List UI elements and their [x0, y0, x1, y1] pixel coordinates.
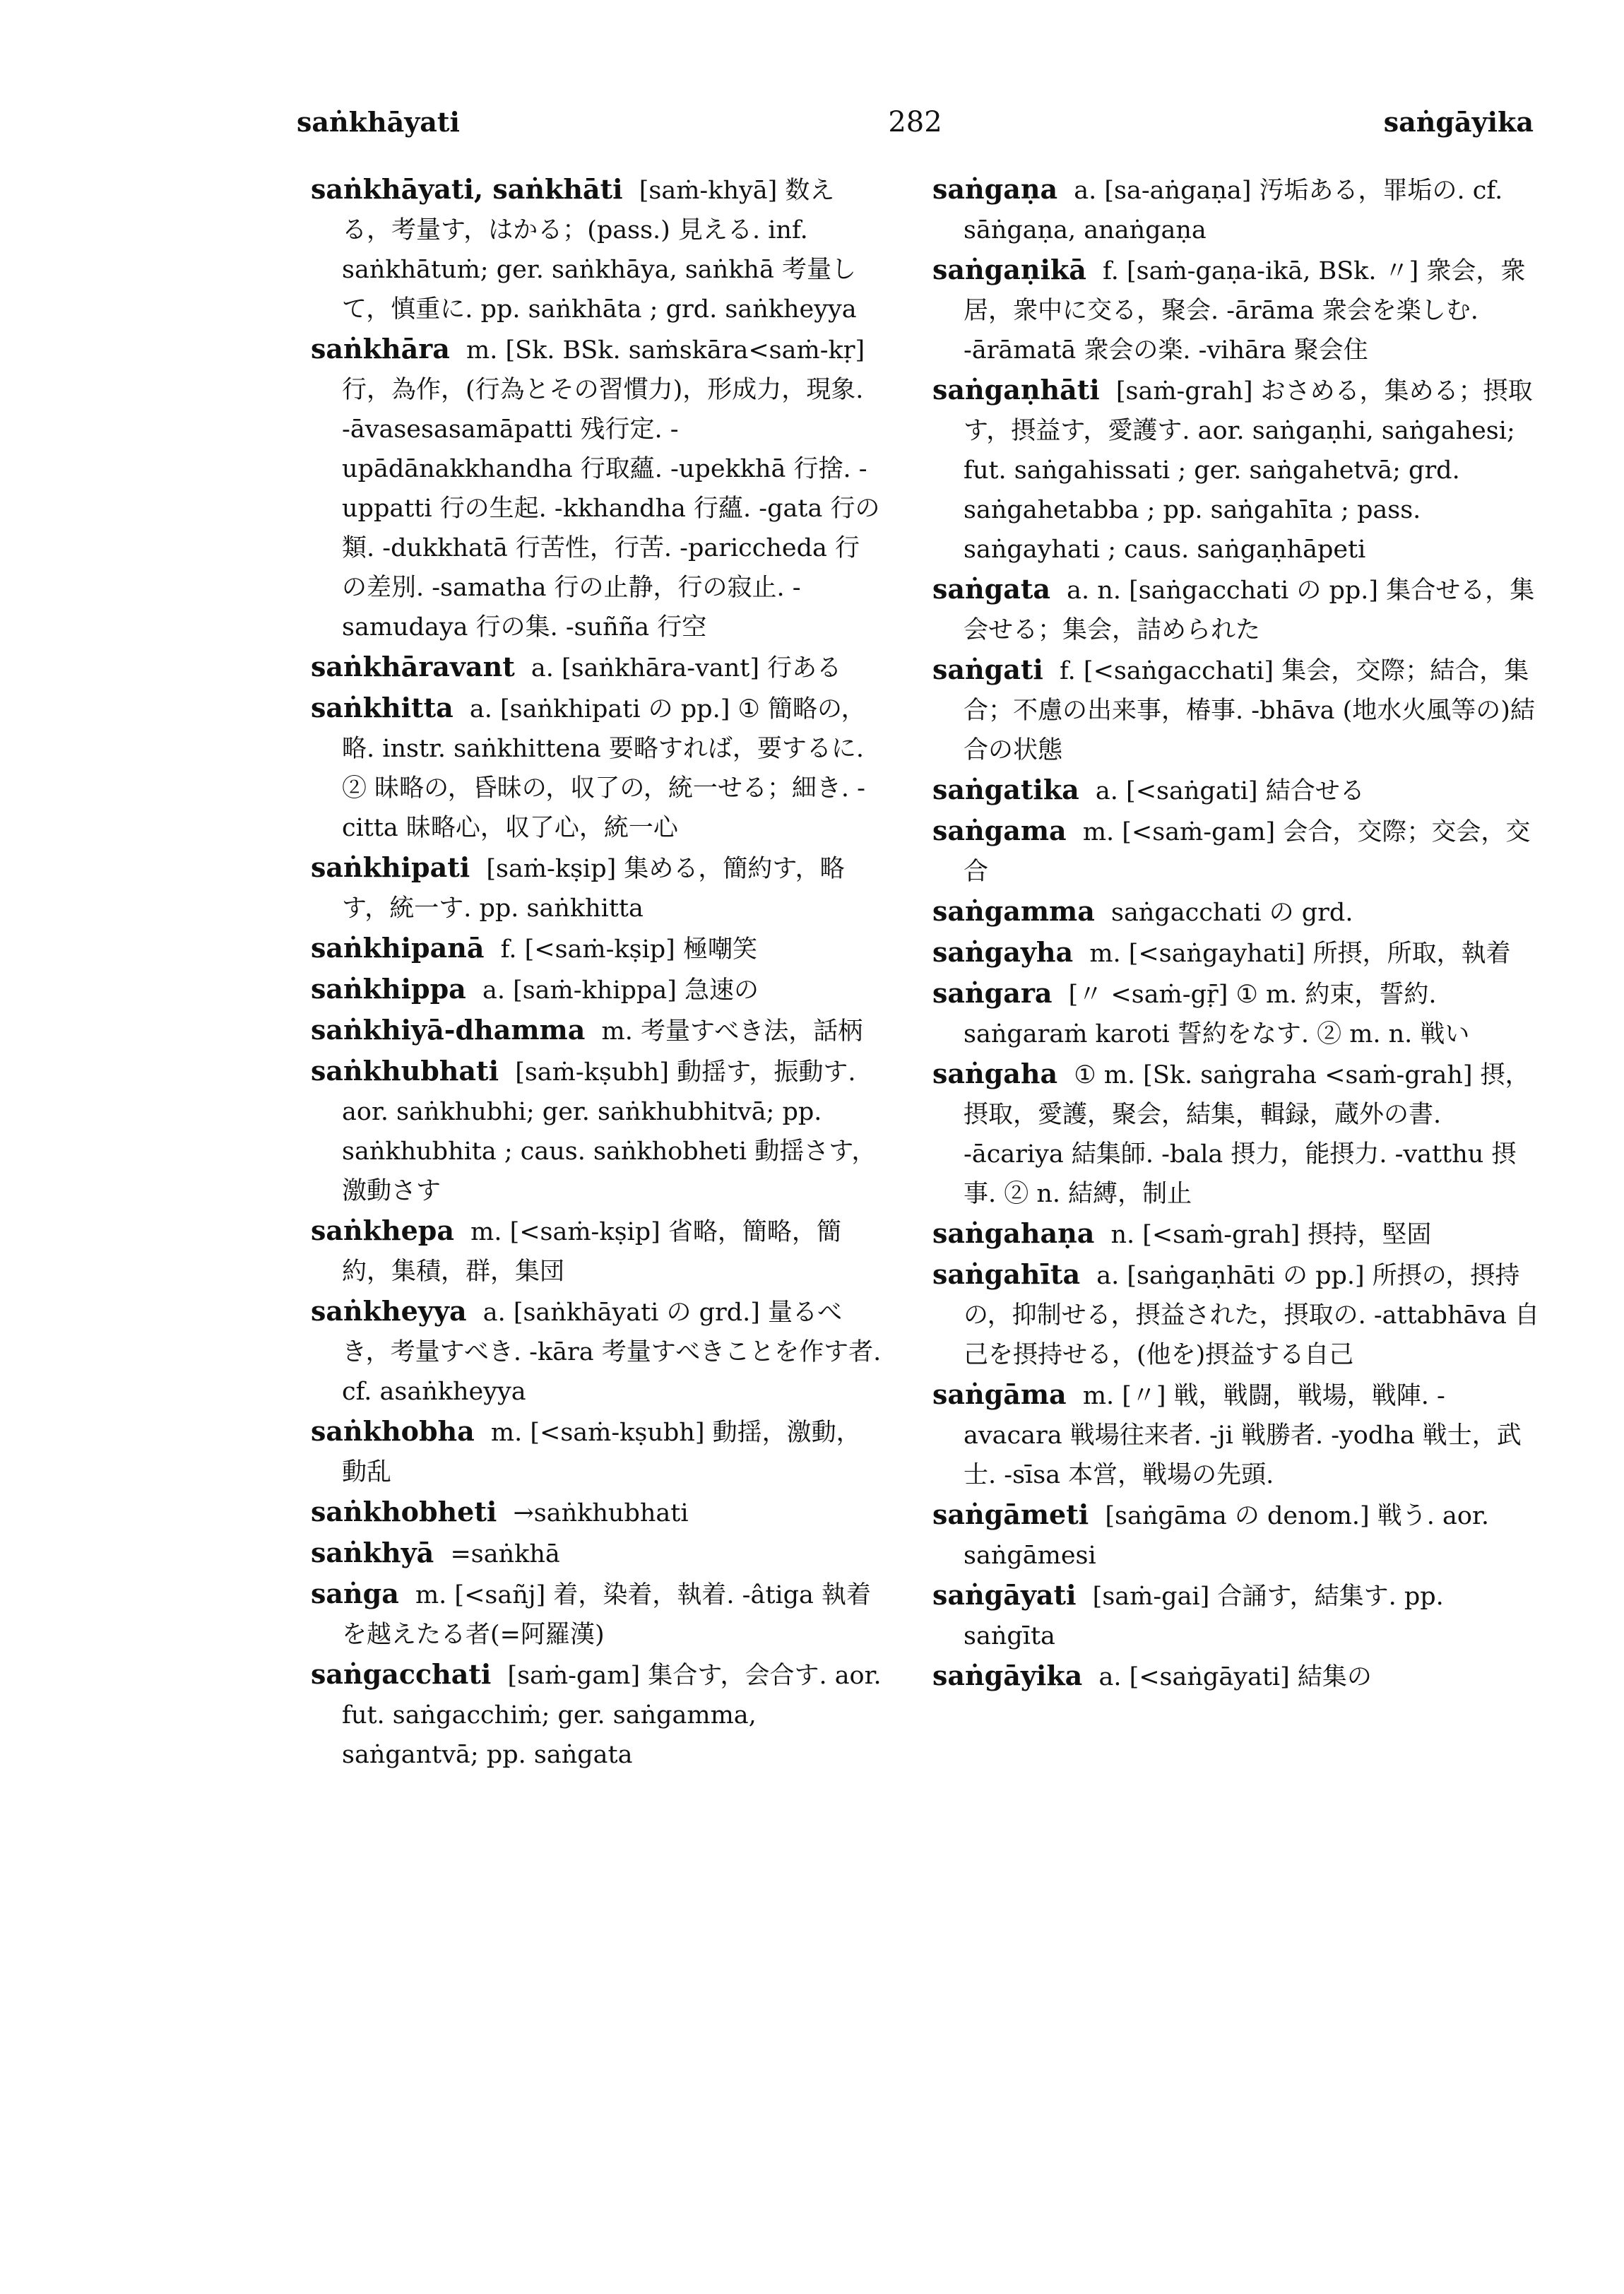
dictionary-entry — [932, 650, 1540, 770]
dictionary-entry — [932, 1255, 1540, 1375]
entry-definition: n. [<saṁ-grah] 摂持，堅固 — [1110, 1221, 1432, 1249]
entry-headword: saṅgāma — [932, 1378, 1067, 1410]
entry-definition: a. [saṅgaṇhāti の pp.] 所摂の，摂持の，抑制せる，摂益された，摂取の. -attabhāva 自己を摂持せる，(他を)摂益する自己 — [964, 1262, 1540, 1369]
entry-definition: m. [<saṁ-kṣip] 省略，簡略，簡約，集積，群，集団 — [342, 1218, 841, 1286]
entry-headword: saṅgama — [932, 815, 1067, 846]
dictionary-entry — [932, 1375, 1540, 1495]
dictionary-entry — [311, 969, 883, 1010]
entry-definition: [saṁ-khyā] 数える，考量す，はかる；(pass.) 見える. inf. saṅkhātuṁ; ger. saṅkhāya, saṅkhā 考量して，慎重に. pp. saṅkhāta ; grd. saṅkheyya — [342, 177, 857, 324]
entry-definition: [saṁ-grah] おさめる，集める；摂取す，摂益す，愛護す. aor. saṅgaṇhi, saṅgahesi; fut. saṅgahissati ; ger. saṅgahetvā; grd. saṅgahetabba ; pp. saṅgahīta ; pass. saṅgayhati ; caus. saṅgaṇhāpeti — [964, 377, 1533, 564]
entry-definition: a. [<saṅgati] 結合せる — [1095, 777, 1365, 805]
dictionary-entry — [932, 170, 1540, 250]
dictionary-entry — [311, 647, 883, 688]
entry-headword: saṅkhipanā — [311, 932, 485, 964]
entry-headword: saṅkhippa — [311, 973, 466, 1005]
dictionary-entry — [932, 250, 1540, 370]
dictionary-entry — [932, 1214, 1540, 1255]
dictionary-entry — [932, 569, 1540, 650]
entry-headword: saṅkhipati — [311, 851, 470, 883]
entry-headword: saṅgara — [932, 977, 1053, 1009]
entry-definition: f. [saṁ-gaṇa-ikā, BSk. 〃] 衆会，衆居，衆中に交る，聚会. -ārāma 衆会を楽しむ. -ārāmatā 衆会の楽. -vihāra 聚会住 — [964, 257, 1526, 365]
dictionary-entry — [311, 688, 883, 848]
entry-definition: f. [<saṁ-kṣip] 極嘲笑 — [500, 935, 757, 964]
entry-definition: m. [<saṁ-gam] 会合，交際；交会，交合 — [964, 818, 1531, 886]
entry-definition: a. [sa-aṅgaṇa] 汚垢ある，罪垢の. cf. sāṅgaṇa, anaṅgaṇa — [964, 177, 1503, 244]
entry-definition: a. [saṁ-khippa] 急速の — [482, 976, 759, 1005]
running-head-left: saṅkhāyati — [297, 106, 460, 138]
entry-headword: saṅgatika — [932, 774, 1079, 805]
right-column — [932, 170, 1540, 1697]
entry-headword: saṅgāmeti — [932, 1498, 1089, 1530]
entry-definition: m. [<sañj] 着，染着，執着. -âtiga 執着を越えたる者(=阿羅漢) — [342, 1581, 872, 1649]
entry-headword: saṅkheyya — [311, 1295, 467, 1327]
entry-headword: saṅkhāyati, saṅkhāti — [311, 173, 623, 205]
entry-definition: m. [<saṁ-kṣubh] 動揺，激動，動乱 — [342, 1419, 861, 1486]
entry-headword: saṅkhubhati — [311, 1055, 499, 1087]
entry-definition: a. [saṅkhipati の pp.] ① 簡略の，略. instr. saṅkhittena 要略すれば，要するに. ② 昧略の，昏昧の，収了の，統一せる；細き. -citta 昧略心，収了心，統一心 — [342, 695, 866, 842]
dictionary-entry — [311, 1010, 883, 1051]
entry-headword: saṅkhobha — [311, 1415, 475, 1447]
page-number: 282 — [888, 106, 942, 138]
entry-headword: saṅkhobheti — [311, 1496, 497, 1527]
dictionary-entry — [932, 370, 1540, 569]
running-head-right: saṅgāyika — [1383, 106, 1534, 138]
entry-definition: m. [Sk. BSk. saṁskāra<saṁ-kṛ] 行，為作，(行為とその習慣力)，形成力，現象. -āvasesasamāpatti 残行定. -upādānakkhandha 行取蘊. -upekkhā 行捨. -uppatti 行の生起. -kkhandha 行蘊. -gata 行の類. -dukkhatā 行苦性，行苦. -pariccheda 行の差別. -samatha 行の止静，行の寂止. -samudaya 行の集. -suñña 行空 — [342, 336, 880, 642]
entry-headword: saṅgaṇhāti — [932, 374, 1100, 406]
entry-definition: a. [saṅkhāra-vant] 行ある — [531, 654, 842, 682]
entry-headword: saṅgahaṇa — [932, 1217, 1095, 1249]
entry-headword: saṅkhiyā-dhamma — [311, 1014, 586, 1046]
entry-headword: saṅgati — [932, 654, 1043, 685]
entry-definition: m. [〃] 戦，戦闘，戦場，戦陣. -avacara 戦場往来者. -ji 戦勝者. -yodha 戦士，武士. -sīsa 本営，戦場の先頭. — [964, 1382, 1522, 1489]
entry-headword: saṅgāyati — [932, 1579, 1077, 1611]
dictionary-entry — [311, 848, 883, 928]
dictionary-entry — [311, 1533, 883, 1574]
dictionary-entry — [311, 170, 883, 329]
entry-headword: saṅgāyika — [932, 1660, 1083, 1691]
dictionary-entry — [932, 1575, 1540, 1656]
entry-definition: saṅgacchati の grd. — [1111, 899, 1353, 927]
dictionary-entry — [311, 1574, 883, 1655]
dictionary-entry — [932, 811, 1540, 892]
dictionary-entry — [932, 933, 1540, 974]
entry-definition: a. n. [saṅgacchati の pp.] 集合せる，集会せる；集会，詰められた — [964, 577, 1535, 644]
entry-headword: saṅgayha — [932, 936, 1074, 968]
running-head — [297, 106, 1534, 148]
entry-definition: a. [saṅkhāyati の grd.] 量るべき，考量すべき. -kāra 考量すべきことを作す者. cf. asaṅkheyya — [342, 1299, 882, 1406]
dictionary-entry — [932, 892, 1540, 933]
entry-headword: saṅgamma — [932, 895, 1095, 927]
dictionary-entry — [932, 1054, 1540, 1214]
dictionary-entry — [311, 1211, 883, 1291]
entry-headword: saṅgahīta — [932, 1258, 1081, 1290]
entry-definition: a. [<saṅgāyati] 結集の — [1098, 1663, 1372, 1691]
entry-definition: [〃 <saṁ-gṝ] ① m. 約束，誓約. saṅgaraṁ karoti 誓約をなす. ② m. n. 戦い — [964, 981, 1470, 1048]
dictionary-entry — [311, 928, 883, 969]
entry-headword: saṅkhāravant — [311, 651, 515, 682]
dictionary-entry — [932, 1495, 1540, 1575]
entry-definition: [saṁ-gai] 合誦す，結集す. pp. saṅgīta — [964, 1583, 1444, 1650]
dictionary-entry — [311, 329, 883, 647]
entry-headword: saṅkhāra — [311, 333, 450, 365]
dictionary-entry — [311, 1412, 883, 1492]
entry-definition: [saṁ-gam] 集合す，会合す. aor. fut. saṅgacchiṁ; ger. saṅgamma, saṅgantvā; pp. saṅgata — [342, 1662, 882, 1769]
entry-definition: m. [<saṅgayhati] 所摂，所取，執着 — [1089, 940, 1511, 968]
entry-headword: saṅgaha — [932, 1058, 1058, 1089]
entry-headword: saṅgaṇikā — [932, 254, 1086, 285]
dictionary-entry — [932, 974, 1540, 1054]
entry-definition: →saṅkhubhati — [513, 1499, 689, 1527]
entry-definition: ① m. [Sk. saṅgraha <saṁ-grah] 摂，摂取，愛護，聚会，結集，輯録，蔵外の書. -ācariya 結集師. -bala 摂力，能摂力. -vatthu 摂事. ② n. 結縛，制止 — [964, 1061, 1530, 1208]
dictionary-entry — [932, 1656, 1540, 1697]
dictionary-entry — [311, 1655, 883, 1775]
entry-definition: [saṁ-kṣip] 集める，簡約す，略す，統一す. pp. saṅkhitta — [342, 855, 845, 923]
entry-definition: [saṁ-kṣubh] 動揺す，振動す. aor. saṅkhubhi; ger. saṅkhubhitvā; pp. saṅkhubhita ; caus. saṅkhobheti 動揺さす，激動さす — [342, 1058, 877, 1205]
entry-headword: saṅgata — [932, 573, 1051, 605]
entry-headword: saṅga — [311, 1578, 399, 1609]
dictionary-entry — [932, 770, 1540, 811]
dictionary-entry — [311, 1051, 883, 1211]
entry-definition: [saṅgāma の denom.] 戦う. aor. saṅgāmesi — [964, 1502, 1489, 1570]
dictionary-entry — [311, 1492, 883, 1533]
entry-definition: f. [<saṅgacchati] 集会，交際；結合，集合；不慮の出来事，椿事. -bhāva (地水火風等の)結合の状態 — [964, 657, 1535, 764]
entry-headword: saṅkhepa — [311, 1214, 454, 1246]
entry-headword: saṅgacchati — [311, 1658, 492, 1690]
left-column — [311, 170, 883, 1775]
entry-definition: =saṅkhā — [450, 1540, 560, 1568]
dictionary-entry — [311, 1291, 883, 1412]
entry-headword: saṅgaṇa — [932, 173, 1058, 205]
entry-headword: saṅkhyā — [311, 1537, 434, 1568]
entry-definition: m. 考量すべき法，話柄 — [601, 1017, 863, 1046]
entry-headword: saṅkhitta — [311, 692, 454, 723]
